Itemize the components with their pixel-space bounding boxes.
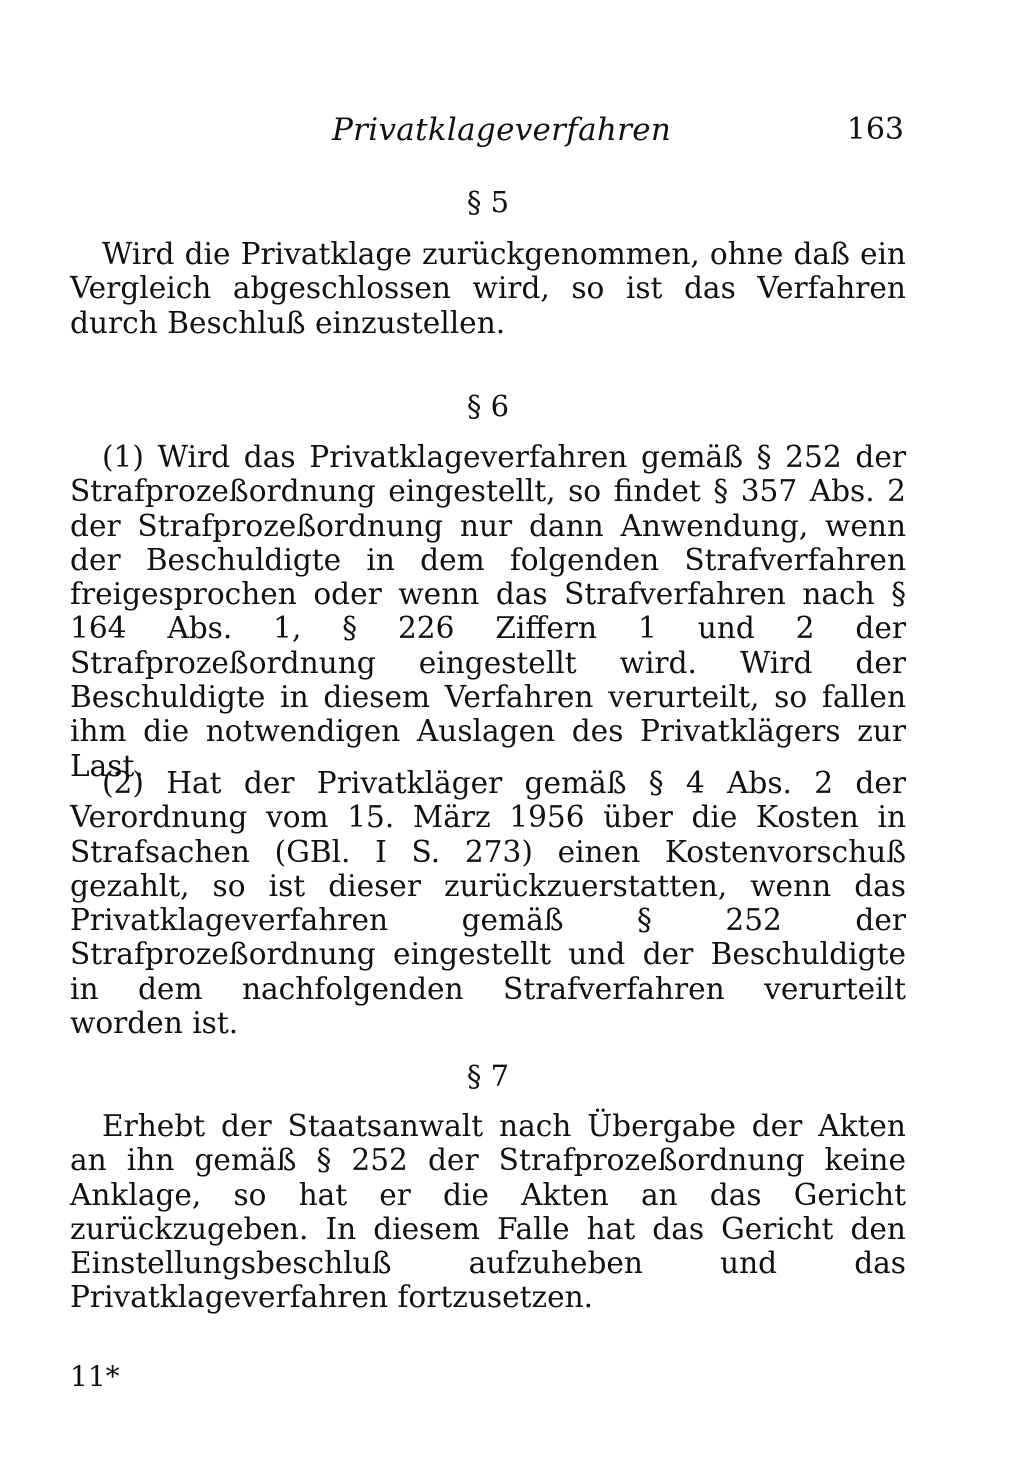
section-heading-7: § 7 xyxy=(466,1059,510,1093)
section-heading-6: § 6 xyxy=(466,389,510,423)
running-title: Privatklageverfahren xyxy=(332,112,672,148)
section-7-paragraph: Erhebt der Staatsanwalt nach Übergabe der Akten an ihn gemäß § 252 der Strafprozeßordnung keine Anklage, so hat er die Akten an das Gericht zurückzugeben. In diesem Falle hat das Gericht den Einstellungsbeschluß aufzuheben und das Privatklageverfahren fortzusetzen. xyxy=(70,1109,906,1315)
section-5-paragraph: Wird die Privatklage zurückgenommen, ohne daß ein Vergleich abgeschlossen wird, so ist das Verfahren durch Beschluß einzustellen. xyxy=(70,237,906,340)
page-header xyxy=(70,112,906,156)
section-6-paragraph-1: (1) Wird das Privatklageverfahren gemäß § 252 der Strafprozeßordnung eingestellt, so findet § 357 Abs. 2 der Strafprozeßordnung nur dann Anwendung, wenn der Beschuldigte in dem folgenden Strafverfahren freigesprochen oder wenn das Strafverfahren nach § 164 Abs. 1, § 226 Ziffern 1 und 2 der Strafprozeßordnung eingestellt wird. Wird der Beschuldigte in diesem Verfahren verurteilt, so fallen ihm die notwendigen Auslagen des Privatklägers zur Last. xyxy=(70,440,906,783)
page-number: 163 xyxy=(846,112,904,147)
section-heading-5: § 5 xyxy=(466,185,510,219)
signature-mark: 11* xyxy=(70,1360,120,1393)
section-6-paragraph-2: (2) Hat der Privatkläger gemäß § 4 Abs. 2 der Verordnung vom 15. März 1956 über die Kosten in Strafsachen (GBl. I S. 273) einen Kostenvorschuß gezahlt, so ist dieser zurückzuerstatten, wenn das Privatklageverfahren gemäß § 252 der Strafprozeßordnung eingestellt und der Beschuldigte in dem nachfolgenden Strafverfahren verurteilt worden ist. xyxy=(70,766,906,1041)
